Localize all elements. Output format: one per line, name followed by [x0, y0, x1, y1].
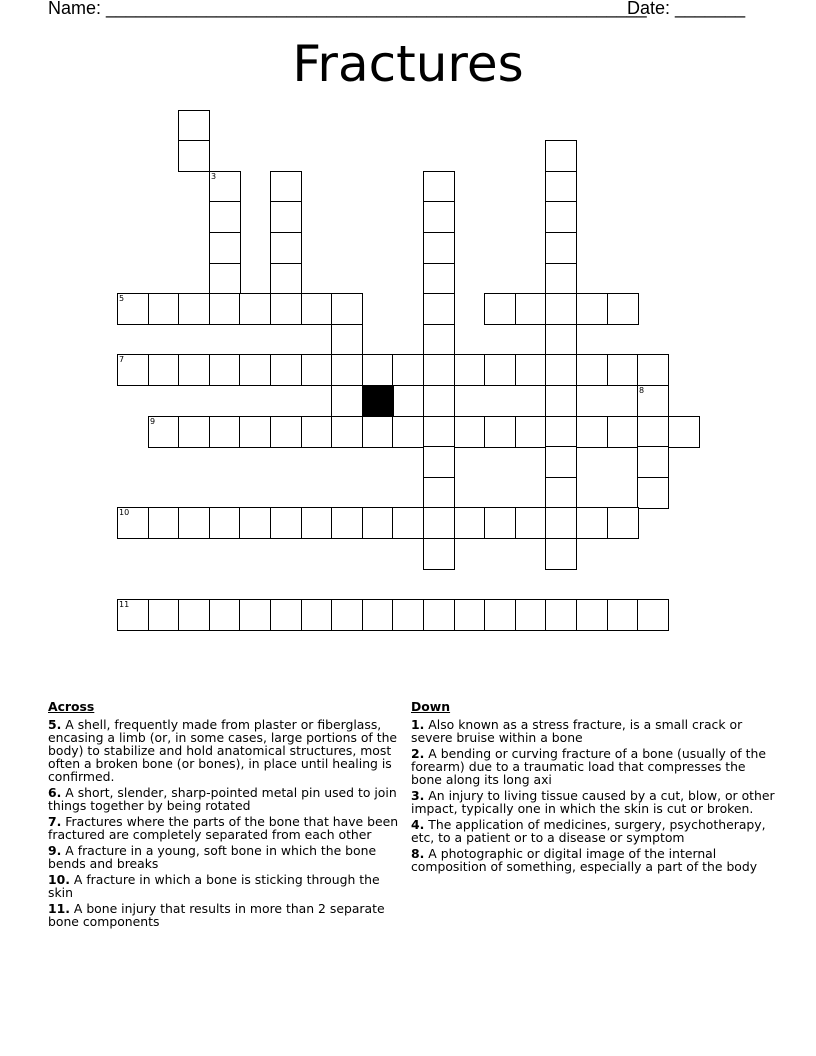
grid-cell[interactable] [301, 507, 333, 539]
clue-down-4 [411, 818, 776, 844]
clue-number-label: 7 [119, 355, 125, 364]
grid-cell[interactable] [423, 263, 455, 295]
grid-cell[interactable] [423, 201, 455, 233]
grid-cell[interactable] [270, 232, 302, 264]
grid-cell[interactable] [545, 599, 577, 631]
clue-number-label: 5 [119, 294, 125, 303]
grid-cell[interactable] [545, 477, 577, 509]
grid-cell[interactable] [209, 354, 241, 386]
clue-across-7 [48, 815, 400, 841]
clue-number: 8. [411, 846, 425, 861]
grid-cell[interactable] [545, 263, 577, 295]
across-clues [48, 700, 400, 931]
grid-cell[interactable] [545, 140, 577, 172]
grid-cell[interactable] [423, 477, 455, 509]
down-heading: Down [411, 699, 451, 714]
grid-cell[interactable] [362, 416, 394, 448]
grid-cell[interactable] [668, 416, 700, 448]
grid-cell[interactable] [423, 171, 455, 203]
clue-across-10 [48, 873, 400, 899]
grid-cell[interactable] [270, 507, 302, 539]
clue-number-label: 8 [639, 386, 645, 395]
grid-cell[interactable] [576, 293, 608, 325]
grid-cell[interactable] [239, 416, 271, 448]
clue-text: A shell, frequently made from plaster or fiberglass, encasing a limb (or, in some cases, large portions of the body) to stabilize and hold anatomical structures, most often a broken bone (or bones), in place until healing is confirmed. [48, 717, 398, 784]
grid-cell[interactable] [484, 416, 516, 448]
grid-cell[interactable] [331, 324, 363, 356]
grid-cell[interactable] [270, 354, 302, 386]
grid-cell[interactable] [484, 599, 516, 631]
grid-cell[interactable] [454, 416, 486, 448]
grid-cell[interactable] [607, 354, 639, 386]
grid-cell[interactable] [301, 354, 333, 386]
clue-down-2 [411, 747, 776, 786]
grid-cell[interactable] [637, 354, 669, 386]
grid-cell[interactable] [209, 416, 241, 448]
grid-cell[interactable] [331, 385, 363, 417]
across-heading: Across [48, 699, 95, 714]
grid-cell[interactable] [270, 599, 302, 631]
grid-cell[interactable] [545, 446, 577, 478]
grid-cell[interactable] [515, 599, 547, 631]
clue-across-6 [48, 786, 400, 812]
clue-text: A short, slender, sharp-pointed metal pin used to join things together by being rotated [48, 785, 397, 813]
grid-cell[interactable] [576, 354, 608, 386]
grid-cell[interactable] [607, 416, 639, 448]
clue-across-11 [48, 902, 400, 928]
clue-text: Fractures where the parts of the bone that have been fractured are completely separated from each other [48, 814, 399, 842]
grid-cell[interactable] [515, 507, 547, 539]
grid-cell[interactable] [117, 507, 149, 539]
clue-number: 1. [411, 717, 425, 732]
grid-cell[interactable] [484, 354, 516, 386]
grid-block-cell [362, 385, 394, 417]
clue-number: 4. [411, 817, 425, 832]
grid-cell[interactable] [423, 354, 455, 386]
grid-cell[interactable] [209, 263, 241, 295]
grid-cell[interactable] [545, 232, 577, 264]
grid-cell[interactable] [392, 416, 424, 448]
clue-number: 5. [48, 717, 62, 732]
grid-cell[interactable] [423, 599, 455, 631]
grid-cell[interactable] [148, 599, 180, 631]
grid-cell[interactable] [392, 385, 424, 417]
grid-cell[interactable] [423, 324, 455, 356]
grid-cell[interactable] [209, 293, 241, 325]
grid-cell[interactable] [576, 507, 608, 539]
grid-cell[interactable] [545, 385, 577, 417]
grid-cell[interactable] [392, 599, 424, 631]
clue-down-8 [411, 847, 776, 873]
clue-text: A bending or curving fracture of a bone (usually of the forearm) due to a traumatic load that compresses the bone along its long axi [411, 746, 767, 787]
grid-cell[interactable] [270, 263, 302, 295]
grid-cell[interactable] [117, 354, 149, 386]
grid-cell[interactable] [331, 507, 363, 539]
grid-cell[interactable] [637, 477, 669, 509]
grid-cell[interactable] [270, 416, 302, 448]
clue-down-3 [411, 789, 776, 815]
grid-cell[interactable] [576, 599, 608, 631]
grid-cell[interactable] [362, 354, 394, 386]
clue-text: A bone injury that results in more than 2 separate bone components [48, 901, 385, 929]
clue-number-label: 9 [150, 417, 156, 426]
clue-text: A photographic or digital image of the internal composition of something, especially a part of the body [411, 846, 758, 874]
grid-cell[interactable] [454, 599, 486, 631]
clue-number-label: 3 [211, 172, 217, 181]
name-field-label: Name: ______________________________________________________ [48, 0, 647, 18]
grid-cell[interactable] [392, 507, 424, 539]
clue-text: A fracture in which a bone is sticking through the skin [48, 872, 380, 900]
clue-number: 7. [48, 814, 62, 829]
grid-cell[interactable] [209, 171, 241, 203]
grid-cell[interactable] [423, 385, 455, 417]
grid-cell[interactable] [515, 354, 547, 386]
grid-cell[interactable] [515, 293, 547, 325]
grid-cell[interactable] [637, 446, 669, 478]
grid-cell[interactable] [545, 324, 577, 356]
grid-cell[interactable] [239, 507, 271, 539]
clue-number-label: 10 [119, 508, 130, 517]
grid-cell[interactable] [423, 232, 455, 264]
grid-cell[interactable] [148, 293, 180, 325]
clue-text: A fracture in a young, soft bone in which the bone bends and breaks [48, 843, 377, 871]
grid-cell[interactable] [607, 599, 639, 631]
grid-cell[interactable] [362, 599, 394, 631]
grid-cell[interactable] [239, 354, 271, 386]
grid-cell[interactable] [545, 201, 577, 233]
grid-cell[interactable] [454, 507, 486, 539]
grid-cell[interactable] [178, 354, 210, 386]
grid-cell[interactable] [484, 507, 516, 539]
grid-cell[interactable] [178, 507, 210, 539]
grid-cell[interactable] [178, 110, 210, 142]
clue-text: The application of medicines, surgery, psychotherapy, etc, to a patient or to a disease or symptom [411, 817, 766, 845]
grid-cell[interactable] [239, 293, 271, 325]
grid-cell[interactable] [209, 201, 241, 233]
clue-across-9 [48, 844, 400, 870]
clue-number: 6. [48, 785, 62, 800]
clue-down-1 [411, 718, 776, 744]
grid-cell[interactable] [117, 599, 149, 631]
date-field-label: Date: _______ [627, 0, 746, 18]
grid-cell[interactable] [270, 171, 302, 203]
grid-cell[interactable] [545, 354, 577, 386]
clue-number: 10. [48, 872, 70, 887]
grid-cell[interactable] [331, 354, 363, 386]
grid-cell[interactable] [607, 293, 639, 325]
grid-cell[interactable] [178, 293, 210, 325]
grid-cell[interactable] [209, 599, 241, 631]
grid-cell[interactable] [423, 416, 455, 448]
grid-cell[interactable] [423, 507, 455, 539]
grid-cell[interactable] [423, 293, 455, 325]
grid-cell[interactable] [239, 599, 271, 631]
grid-cell[interactable] [392, 354, 424, 386]
grid-cell[interactable] [178, 599, 210, 631]
grid-cell[interactable] [270, 293, 302, 325]
grid-cell[interactable] [637, 385, 669, 417]
grid-cell[interactable] [301, 416, 333, 448]
grid-cell[interactable] [545, 507, 577, 539]
grid-cell[interactable] [545, 416, 577, 448]
clue-number: 2. [411, 746, 425, 761]
grid-cell[interactable] [209, 507, 241, 539]
grid-cell[interactable] [178, 416, 210, 448]
grid-cell[interactable] [484, 293, 516, 325]
grid-cell[interactable] [148, 354, 180, 386]
grid-cell[interactable] [331, 293, 363, 325]
grid-cell[interactable] [545, 293, 577, 325]
grid-cell[interactable] [637, 416, 669, 448]
clue-text: Also known as a stress fracture, is a small crack or severe bruise within a bone [411, 717, 743, 745]
grid-cell[interactable] [515, 416, 547, 448]
grid-cell[interactable] [209, 232, 241, 264]
grid-cell[interactable] [270, 201, 302, 233]
grid-cell[interactable] [178, 140, 210, 172]
down-clues [411, 700, 776, 876]
grid-cell[interactable] [148, 507, 180, 539]
grid-cell[interactable] [545, 171, 577, 203]
grid-cell[interactable] [423, 446, 455, 478]
grid-cell[interactable] [301, 293, 333, 325]
grid-cell[interactable] [148, 416, 180, 448]
grid-cell[interactable] [576, 416, 608, 448]
grid-cell[interactable] [301, 599, 333, 631]
clue-number: 11. [48, 901, 70, 916]
grid-cell[interactable] [607, 507, 639, 539]
grid-cell[interactable] [454, 354, 486, 386]
clue-number-label: 11 [119, 600, 130, 609]
grid-cell[interactable] [117, 293, 149, 325]
grid-cell[interactable] [637, 599, 669, 631]
clue-text: An injury to living tissue caused by a cut, blow, or other impact, typically one in which the skin is cut or broken. [411, 788, 775, 816]
clue-number: 3. [411, 788, 425, 803]
clue-across-5 [48, 718, 400, 783]
grid-cell[interactable] [362, 507, 394, 539]
page-title: Fractures [292, 35, 524, 93]
grid-cell[interactable] [423, 538, 455, 570]
grid-cell[interactable] [331, 599, 363, 631]
grid-cell[interactable] [545, 538, 577, 570]
grid-cell[interactable] [331, 416, 363, 448]
clue-number: 9. [48, 843, 62, 858]
